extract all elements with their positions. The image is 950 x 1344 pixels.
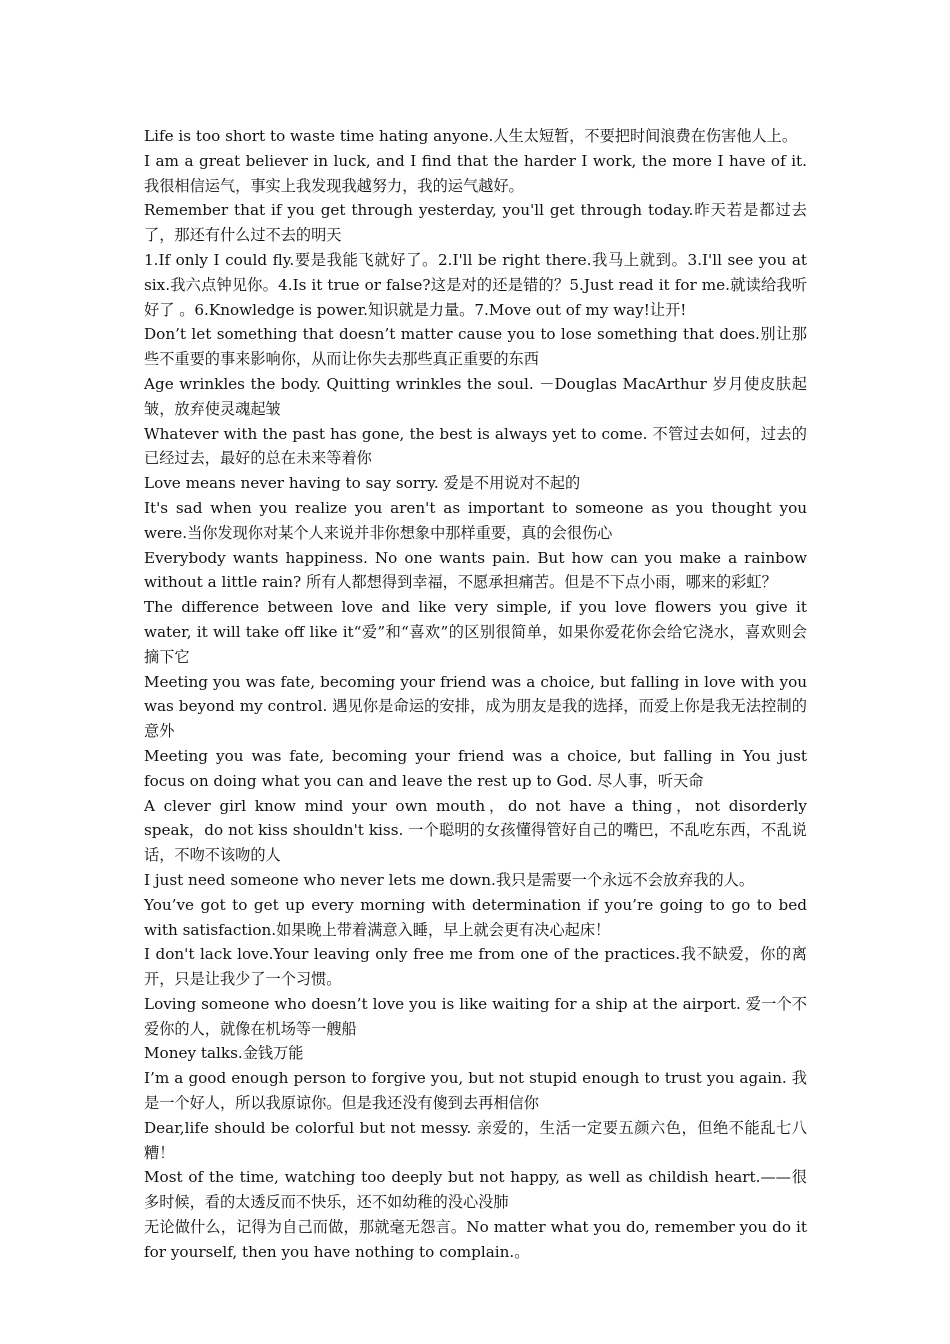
quote-paragraph: The difference between love and like very simple, if you love flowers you give it water, it will take off like it“爱”和“喜欢”的区别很简单，如果你爱花你会给它浇水，喜欢则会摘下它 <box>144 598 807 666</box>
document-body <box>144 124 807 1265</box>
quote-paragraph: I’m a good enough person to forgive you, but not stupid enough to trust you again. 我是一个好人，所以我原谅你。但是我还没有傻到去再相信你 <box>144 1069 807 1113</box>
quote-paragraph: Everybody wants happiness. No one wants pain. But how can you make a rainbow without a little rain? 所有人都想得到幸福，不愿承担痛苦。但是不下点小雨，哪来的彩虹？ <box>144 548 807 592</box>
quote-paragraph: I don't lack love.Your leaving only free me from one of the practices.我不缺爱，你的离开，只是让我少了一个习惯。 <box>144 945 807 989</box>
quote-paragraph: A clever girl know mind your own mouth，do not have a thing，not disorderly speak，do not kiss shouldn't kiss. 一个聪明的女孩懂得管好自己的嘴巴，不乱吃东西，不乱说话，不吻不该吻的人 <box>144 796 807 865</box>
quote-paragraph: Age wrinkles the body. Quitting wrinkles the soul. －Douglas MacArthur 岁月使皮肤起皱，放弃使灵魂起皱 <box>144 374 807 418</box>
quote-paragraph: It's sad when you realize you aren't as important to someone as you thought you were.当你发现你对某个人来说并非你想象中那样重要，真的会很伤心 <box>144 498 807 542</box>
quote-paragraph: Meeting you was fate, becoming your friend was a choice, but falling in You just focus on doing what you can and leave the rest up to God. 尽人事，听天命 <box>144 746 807 790</box>
quote-paragraph: Money talks.金钱万能 <box>144 1044 304 1063</box>
quote-paragraph: I just need someone who never lets me down.我只是需要一个永远不会放弃我的人。 <box>144 870 755 889</box>
quote-paragraph: Don’t let something that doesn’t matter cause you to lose something that does.别让那些不重要的事来影响你，从而让你失去那些真正重要的东西 <box>144 325 807 369</box>
quote-paragraph: 无论做什么，记得为自己而做，那就毫无怨言。No matter what you do, remember you do it for yourself, then you have nothing to complain.。 <box>144 1218 807 1261</box>
quote-paragraph: I am a great believer in luck, and I find that the harder I work, the more I have of it. 我很相信运气，事实上我发现我越努力，我的运气越好。 <box>144 151 807 195</box>
quote-paragraph: Life is too short to waste time hating anyone.人生太短暂，不要把时间浪费在伤害他人上。 <box>144 127 798 145</box>
quote-paragraph: Loving someone who doesn’t love you is like waiting for a ship at the airport. 爱一个不爱你的人，就像在机场等一艘船 <box>144 994 807 1038</box>
quote-paragraph: Whatever with the past has gone, the best is always yet to come. 不管过去如何，过去的已经过去，最好的总在未来等着你 <box>144 424 807 468</box>
quote-paragraph: You’ve got to get up every morning with determination if you’re going to go to bed with satisfaction.如果晚上带着满意入睡，早上就会更有决心起床！ <box>144 895 807 939</box>
quote-paragraph: Love means never having to say sorry. 爱是不用说对不起的 <box>144 474 581 493</box>
quote-paragraph: Dear,life should be colorful but not messy. 亲爱的，生活一定要五颜六色，但绝不能乱七八糟！ <box>144 1118 807 1162</box>
quote-paragraph: Remember that if you get through yesterday, you'll get through today.昨天若是都过去了，那还有什么过不去的明天 <box>144 201 807 245</box>
quote-paragraph: Most of the time, watching too deeply but not happy, as well as childish heart.——很多时候，看的太透反而不快乐，还不如幼稚的没心没肺 <box>144 1168 807 1212</box>
quote-paragraph: 1.If only I could fly.要是我能飞就好了。2.I'll be right there.我马上就到。3.I'll see you at six.我六点钟见你。4.Is it true or false?这是对的还是错的？5.Just read it for me.就读给我听好了 。6.Knowledge is power.知识就是力量。7.Move out of my way!让开! <box>144 250 807 319</box>
quote-paragraph: Meeting you was fate, becoming your friend was a choice, but falling in love with you was beyond my control. 遇见你是命运的安排，成为朋友是我的选择，而爱上你是我无法控制的意外 <box>144 672 807 741</box>
